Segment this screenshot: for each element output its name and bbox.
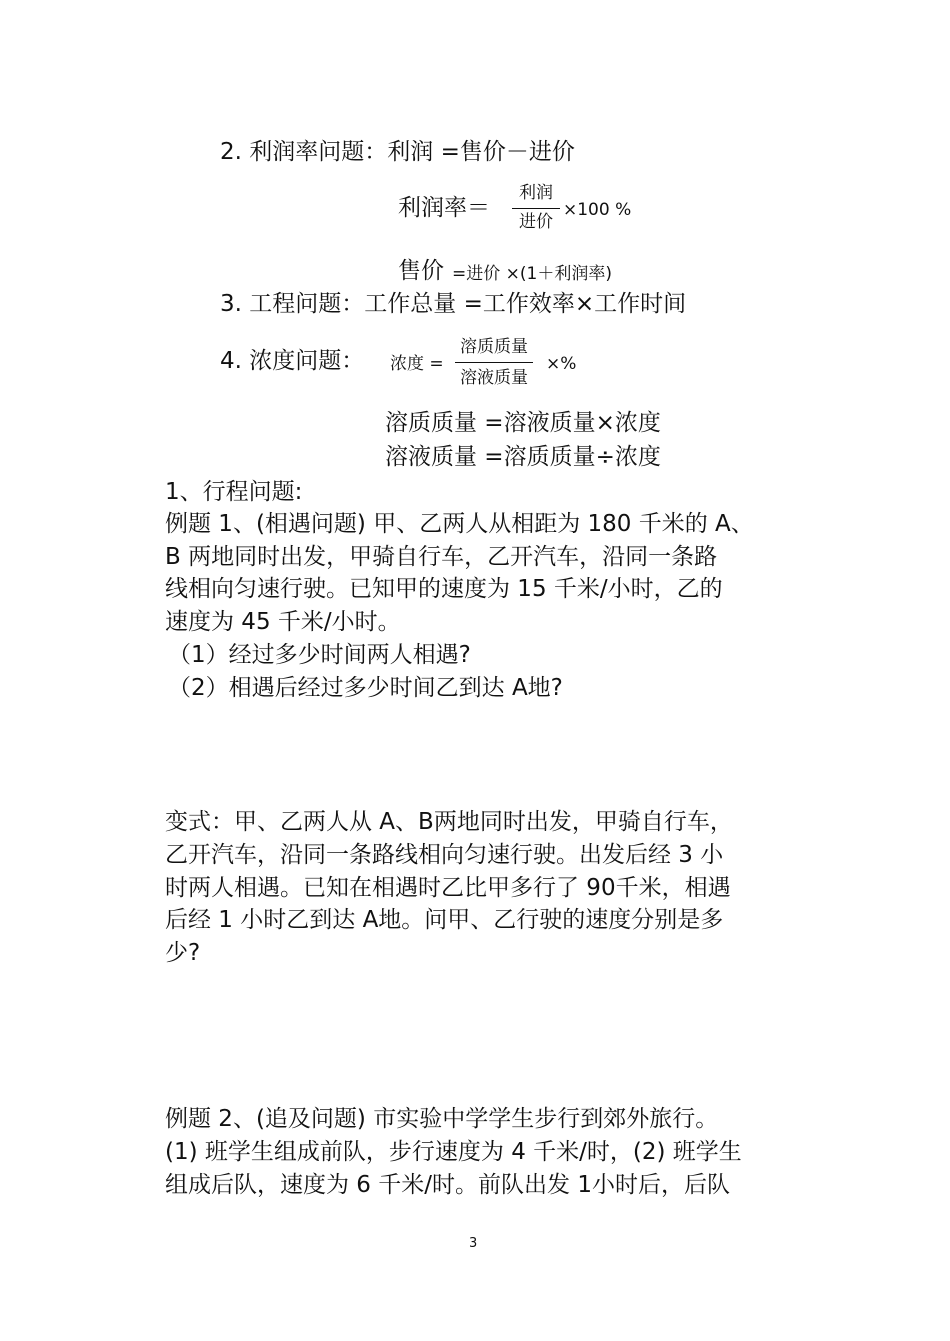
example-1-line: 速度为 45 千米/小时。 [165, 609, 401, 635]
example-1-line: B 两地同时出发，甲骑自行车，乙开汽车，沿同一条路 [165, 544, 718, 570]
concentration-title: 4. 浓度问题： [220, 348, 365, 374]
variant-line: 后经 1 小时乙到达 A地。问甲、乙行驶的速度分别是多 [165, 907, 724, 933]
travel-heading: 1、行程问题: [165, 479, 303, 505]
profit-rate-fraction-bar [512, 208, 560, 209]
variant-line: 时两人相遇。已知在相遇时乙比甲多行了 90千米，相遇 [165, 875, 731, 901]
profit-rate-denominator: 进价 [519, 212, 553, 232]
example-2-line: (1) 班学生组成前队，步行速度为 4 千米/时，(2) 班学生 [165, 1139, 742, 1165]
solution-formula: 溶液质量 =溶质质量÷浓度 [385, 444, 661, 470]
profit-rate-lhs: 利润率＝ [398, 195, 490, 221]
example-1-question-1: （1）经过多少时间两人相遇? [168, 642, 471, 668]
concentration-denominator: 溶液质量 [460, 368, 528, 388]
price-rhs: =进价 ×(1＋利润率) [452, 264, 612, 284]
example-2-line: 例题 2、(追及问题) 市实验中学学生步行到郊外旅行。 [165, 1106, 719, 1132]
concentration-numerator: 溶质质量 [460, 337, 528, 357]
price-lhs: 售价 [398, 258, 444, 284]
profit-rate-title: 2. 利润率问题：利润 =售价－进价 [220, 139, 575, 165]
solute-formula: 溶质质量 =溶液质量×浓度 [385, 410, 661, 436]
page-number: 3 [469, 1236, 478, 1251]
concentration-multiplier: ×% [546, 354, 577, 374]
example-1-question-2: （2）相遇后经过多少时间乙到达 A地? [168, 675, 563, 701]
variant-line: 变式：甲、乙两人从 A、B两地同时出发，甲骑自行车， [165, 809, 733, 835]
example-2-line: 组成后队，速度为 6 千米/时。前队出发 1小时后，后队 [165, 1172, 730, 1198]
variant-line: 少? [165, 940, 201, 966]
concentration-lhs: 浓度 = [390, 354, 444, 374]
variant-line: 乙开汽车，沿同一条路线相向匀速行驶。出发后经 3 小 [165, 842, 724, 868]
engineering-formula: 3. 工程问题：工作总量 =工作效率×工作时间 [220, 291, 687, 317]
concentration-fraction-bar [455, 362, 533, 363]
profit-rate-numerator: 利润 [519, 183, 553, 203]
example-1-line: 线相向匀速行驶。已知甲的速度为 15 千米/小时，乙的 [165, 576, 723, 602]
example-1-line: 例题 1、(相遇问题) 甲、乙两人从相距为 180 千米的 A、 [165, 511, 754, 537]
profit-rate-multiplier: ×100 % [563, 200, 632, 220]
